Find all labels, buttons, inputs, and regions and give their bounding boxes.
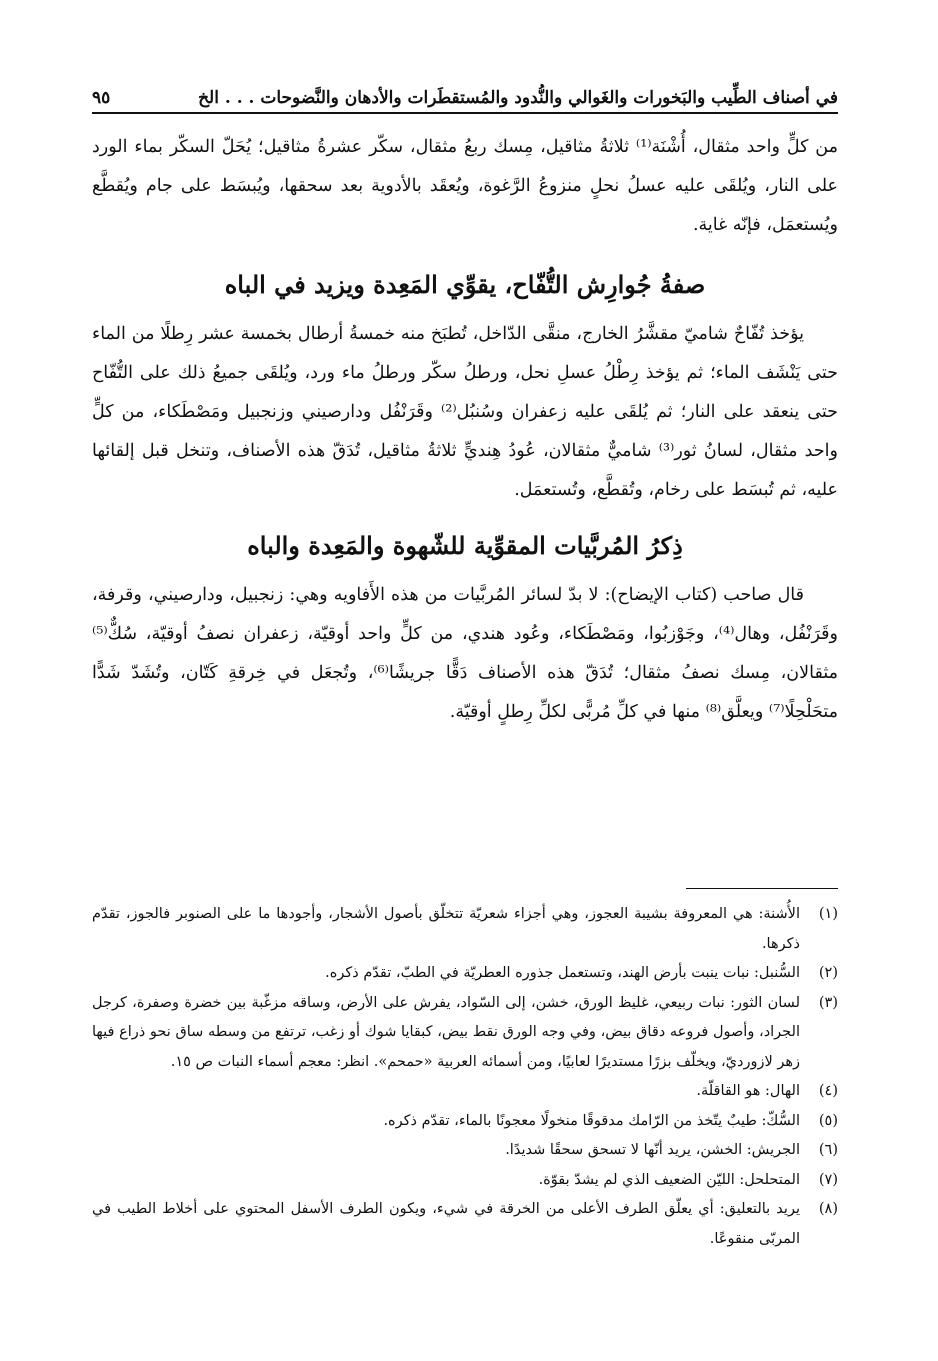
paragraph-preserves: قال صاحب (كتاب الإيضاح): لا بدّ لسائر المُربَّيات من هذه الأَفاويه وهي: زنجبيل، ودارصيني، وقرفة، وقَرَنْفُل، وهال⁽⁴⁾، وجَوْزبُوا، ومَصْطَكاء، وعُود هندي، من كلٍّ واحد أوقيّة، زعفران نصفُ أوقيّة، سُكٌّ⁽⁵⁾ مثقالان، مِسك نصفُ مثقال؛ تُدَقّ هذه الأصناف دَقًّا جريشًا⁽⁶⁾، وتُجعَل في خِرقةِ كَتّان، وتُشَدّ شَدًّا متحَلْحِلًا⁽⁷⁾ ويعلَّق⁽⁸⁾ منها في كلِّ مُربًّى لكلِّ رِطلٍ أوقيّة. xyxy=(92,585,838,722)
footnote-item xyxy=(92,989,838,1078)
footnote-item xyxy=(92,1195,838,1254)
header-rule xyxy=(92,112,838,114)
footnote-separator xyxy=(686,888,838,889)
footnote-number: (٢) xyxy=(818,965,838,981)
footnote-text: الأُشنة: هي المعروفة بشيبة العجوز، وهي أجزاء شعريّة تتخلّق بأصول الأشجار، وأجودها ما على الصنوبر فالجوز، تقدّم ذكرها. xyxy=(92,906,800,952)
footnote-number: (٣) xyxy=(818,994,838,1011)
footnote-text: السُّكّ: طيبٌ يتّخذ من الرّامك مدقوقًا منخولًا معجونًا بالماء، تقدّم ذكره. xyxy=(383,1112,800,1129)
footnote-item xyxy=(92,1077,838,1107)
paragraph-apple-jawarish: يؤخذ تُفّاحٌ شاميّ مقشَّرُ الخارج، منقَّى الدّاخل، تُطبَخ منه خمسةُ أرطال بخمسة عشر رِطلًا من الماء حتى يَنْشَف الماء؛ ثم يؤخذ رِطْلُ عسلِ نحل، ورطلُ سكّر ورطلُ ماء ورد، ويُلقَى جميعُ ذلك على التُّفّاح حتى ينعقد على النار؛ ثم يُلقَى عليه زعفران وسُنبُل⁽²⁾ وقَرَنْفُل ودارصيني وزنجبيل ومَصْطَكاء، من كلٍّ واحد مثقال، لسانُ ثور⁽³⁾ شاميٌّ مثقالان، عُودُ هِنديٍّ ثلاثةُ مثاقيل، تُدَقّ هذه الأصناف، وتنخل قبل إلقائها عليه، ثم تُبسَط على رخام، وتُقطَّع، وتُستعمَل. xyxy=(92,324,838,500)
footnote-item xyxy=(92,959,838,989)
footnote-item xyxy=(92,1136,838,1166)
section-heading-apple-jawarish: صفةُ جُوارِش التُّفّاح، يقوِّي المَعِدة ويزيد في الباه xyxy=(224,270,706,299)
footnote-text: لسان الثور: نبات ربيعي، غليظ الورق، خشن، إلى السّواد، يفرش على الأرض، وساقه مزغّبة بين خضرة وصفرة، كرجل الجراد، وأصول فروعه دقاق بيض، وفي وجه الورق نقط بيض، كبقايا شوك أو زغب، ترتفع من وسطه ساق نحو ذراع فيها زهر لازورديّ، ويخلّف بزرًا مستديرًا لعابيًا، ومن أسمائه العربية «حمحم». انظر: معجم أسماء النبات ص ١٥. xyxy=(92,994,800,1070)
page-number: ٩٥ xyxy=(92,88,111,108)
footnote-text: المتحلحل: الليّن الضعيف الذي لم يشدّ بقوّة. xyxy=(538,1171,800,1188)
footnote-number: (٤) xyxy=(818,1083,838,1099)
footnote-item xyxy=(92,900,838,959)
footnote-number: (٧) xyxy=(818,1171,838,1188)
section-heading-preserves: ذِكرُ المُربَّيات المقوِّية للشّهوة والمَعِدة والباه xyxy=(247,531,683,560)
main-text xyxy=(92,128,838,732)
footnote-number: (١) xyxy=(818,906,838,922)
running-head xyxy=(92,78,838,108)
footnote-item xyxy=(92,1166,838,1196)
footnote-number: (٦) xyxy=(818,1142,838,1158)
intro-paragraph: من كلٍّ واحد مثقال، أُشْنَة⁽¹⁾ ثلاثةُ مثاقيل، مِسك ربعُ مثقال، سكّر عشرةُ مثاقيل؛ يُحَلّ السكّر بماء الورد على النار، ويُلقَى عليه عسلُ نحلٍ منزوعُ الرَّغوة، ويُعقَد بالأدوية بعد سحقها، ويُبسَط على جام ويُقطَّع ويُستعمَل، فإنّه غاية. xyxy=(92,137,838,235)
footnote-text: يريد بالتعليق: أي يعلّق الطرف الأعلى من الخرقة في شيء، ويكون الطرف الأسفل المحتوي على أخلاط الطيب في المربّى منقوعًا. xyxy=(92,1201,800,1247)
footnote-number: (٨) xyxy=(818,1201,838,1217)
footnote-text: السُّنبل: نبات ينبت بأرض الهند، وتستعمل جذوره العطريّة في الطبّ، تقدّم ذكره. xyxy=(325,965,800,981)
footnote-number: (٥) xyxy=(818,1112,838,1129)
footnote-text: الجريش: الخشن، يريد أنّها لا تسحق سحقًا شديدًا. xyxy=(505,1142,800,1158)
footnote-item xyxy=(92,1107,838,1137)
running-title: في أصناف الطِّيب والبَخورات والغَوالي والنُّدود والمُستقطَرات والأدهان والنَّضوحات . . . الخ xyxy=(198,88,838,108)
footnote-text: الهال: هو القاقلّة. xyxy=(696,1083,800,1099)
footnotes xyxy=(92,900,838,1254)
